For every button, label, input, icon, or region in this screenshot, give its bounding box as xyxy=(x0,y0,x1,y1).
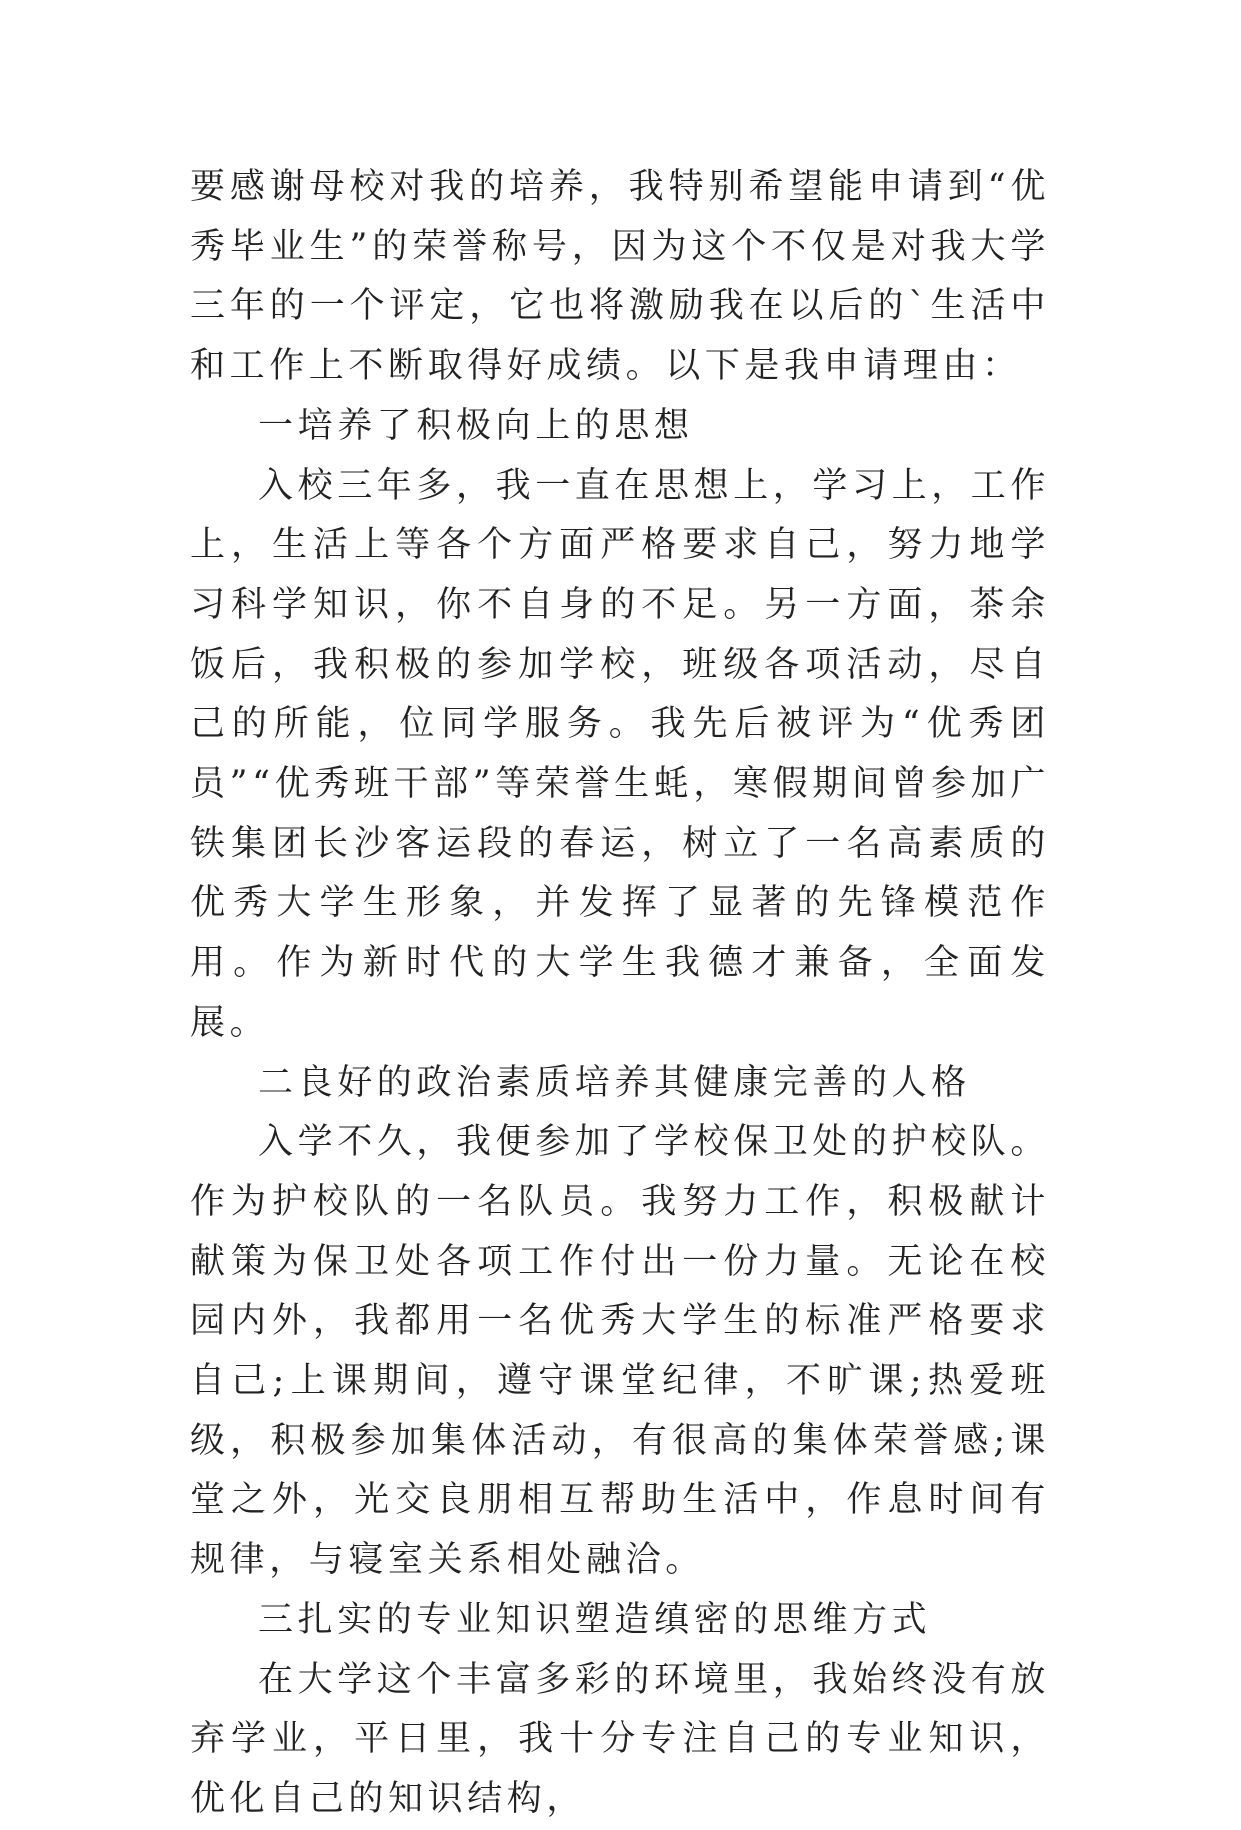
section-heading-2: 二良好的政治素质培养其健康完善的人格 xyxy=(258,1062,971,1103)
section-heading-1: 一培养了积极向上的思想 xyxy=(258,405,694,446)
body-paragraph-2: 入学不久，我便参加了学校保卫处的护校队。作为护校队的一名队员。我努力工作，积极献计献策为保卫处各项工作付出一份力量。无论在校园内外，我都用一名优秀大学生的标准严格要求自己;上课期间，遵守课堂纪律，不旷课;热爱班级，积极参加集体活动，有很高的集体荣誉感;课堂之外，光交良朋相互帮助生活中，作息时间有规律，与寝室关系相处融洽。 xyxy=(190,1122,1051,1581)
document-body xyxy=(190,158,1050,1830)
body-paragraph-3: 在大学这个丰富多彩的环境里，我始终没有放弃学业，平日里，我十分专注自己的专业知识，优化自己的知识结构， xyxy=(190,1659,1051,1819)
section-heading-3: 三扎实的专业知识塑造缜密的思维方式 xyxy=(258,1599,932,1640)
body-paragraph-intro: 要感谢母校对我的培养，我特别希望能申请到“优秀毕业生”的荣誉称号，因为这个不仅是对我大学三年的一个评定，它也将激励我在以后的`生活中和工作上不断取得好成绩。以下是我申请理由： xyxy=(190,167,1050,387)
body-paragraph-1: 入校三年多，我一直在思想上，学习上，工作上，生活上等各个方面严格要求自己，努力地学习科学知识，你不自身的不足。另一方面，茶余饭后，我积极的参加学校，班级各项活动，尽自己的所能，位同学服务。我先后被评为“优秀团员”“优秀班干部”等荣誉生蚝，寒假期间曾参加广铁集团长沙客运段的春运，树立了一名高素质的优秀大学生形象，并发挥了显著的先锋模范作用。作为新时代的大学生我德才兼备，全面发展。 xyxy=(190,465,1051,1043)
